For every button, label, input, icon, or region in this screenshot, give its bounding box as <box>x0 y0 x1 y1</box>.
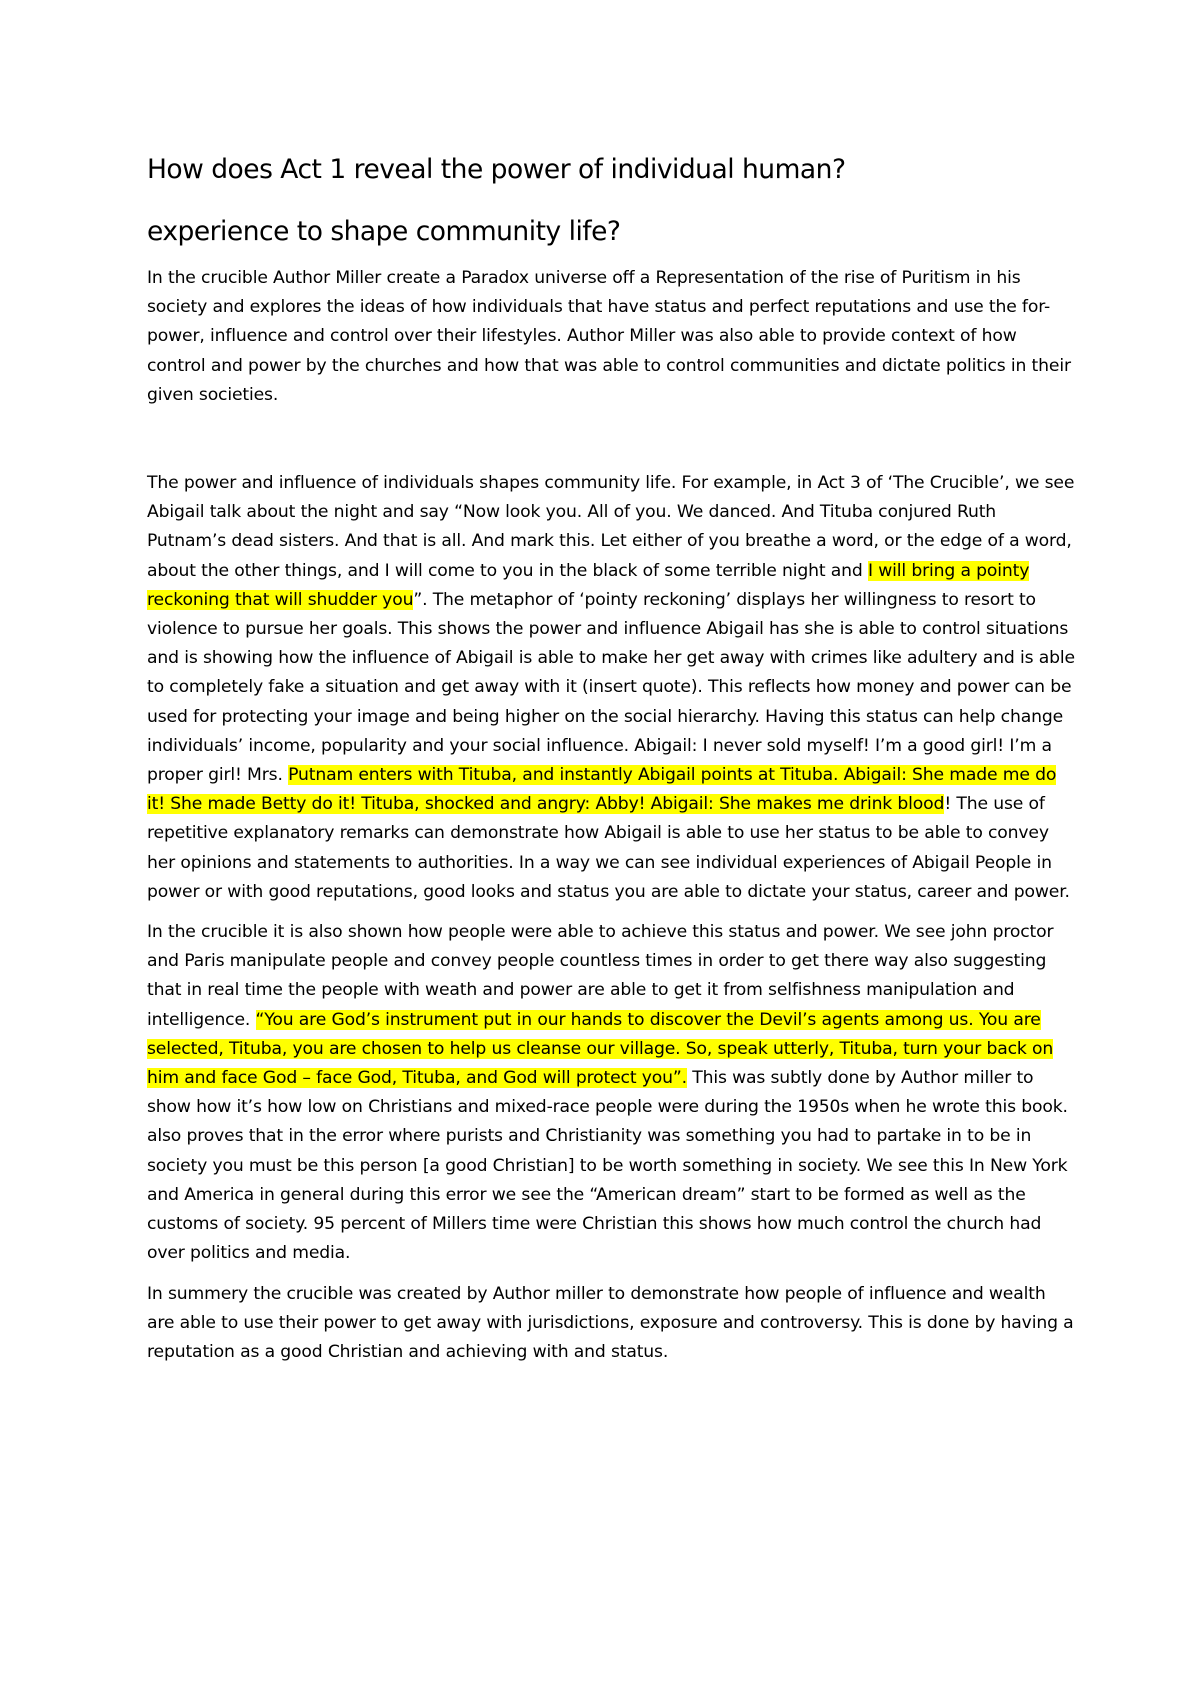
paragraph-text: ”. The metaphor of ‘pointy reckoning’ displays her willingness to resort to violence to pursue her goals. This shows the power and influence Abigail has she is able to control situations and is showing how the influence of Abigail is able to make her get away with crimes like adultery and is able to completely fake a situation and get away with it (insert quote). This reflects how money and power can be used for protecting your image and being higher on the social hierarchy. Having this status can help change individuals’ income, popularity and your social influence. Abigail: I never sold myself! I’m a good girl! I’m a proper girl! Mrs. <box>147 589 1075 786</box>
paragraph-status-power <box>147 918 1077 1268</box>
paragraph-power-influence <box>147 469 1077 907</box>
essay-title-line-1: How does Act 1 reveal the power of individual human? <box>147 154 846 185</box>
paragraph-text: This was subtly done by Author miller to show how it’s how low on Christians and mixed-race people were during the 1950s when he wrote this book. also proves that in the error where purists and Christianity was something you had to partake in to be in society you must be this person [a good Christian] to be worth something in society. We see this In New York and America in general during this error we see the “American dream” start to be formed as well as the customs of society. 95 percent of Millers time were Christian this shows how much control the church had over politics and media. <box>147 1068 1068 1264</box>
highlighted-quote: I will bring a pointy reckoning that will shudder you <box>147 560 1030 610</box>
essay-title-line-2: experience to shape community life? <box>147 216 621 247</box>
document-page <box>147 150 1077 1367</box>
paragraph-text: ! The use of repetitive explanatory remarks can demonstrate how Abigail is able to use her status to be able to convey her opinions and statements to authorities. In a way we can see individual experiences of Abigail People in power or with good reputations, good looks and status you are able to dictate your status, career and power. <box>147 794 1070 902</box>
paragraph-text: In the crucible it is also shown how people were able to achieve this status and power. We see john proctor and Paris manipulate people and convey people countless times in order to get there way also suggesting that in real time the people with weath and power are able to get it from selfishness manipulation and intelligence. <box>147 922 1054 1030</box>
highlighted-quote: “You are God’s instrument put in our hands to discover the Devil’s agents among us. You are selected, Tituba, you are chosen to help us cleanse our village. So, speak utterly, Tituba, turn your back on him and face God – face God, Tituba, and God will protect you”. <box>147 1009 1054 1089</box>
highlighted-quote: Putnam enters with Tituba, and instantly Abigail points at Tituba. Abigail: She made me do it! She made Betty do it! Tituba, shocked and angry: Abby! Abigail: She makes me drink blood <box>147 765 1057 815</box>
paragraph-summary: In summery the crucible was created by Author miller to demonstrate how people of influence and wealth are able to use their power to get away with jurisdictions, exposure and controversy. This is done by having a reputation as a good Christian and achieving with and status. <box>147 1283 1074 1362</box>
paragraph-text: The power and influence of individuals shapes community life. For example, in Act 3 of ‘The Crucible’, we see Abigail talk about the night and say “Now look you. All of you. We danced. And Tituba conjured Ruth Putnam’s dead sisters. And that is all. And mark this. Let either of you breathe a word, or the edge of a word, about the other things, and I will come to you in the black of some terrible night and <box>147 473 1075 581</box>
paragraph-intro: In the crucible Author Miller create a Paradox universe off a Representation of the rise of Puritism in his society and explores the ideas of how individuals that have status and perfect reputations and use the for-power, influence and control over their lifestyles. Author Miller was also able to provide context of how control and power by the churches and how that was able to control communities and dictate politics in their given societies. <box>147 268 1071 405</box>
